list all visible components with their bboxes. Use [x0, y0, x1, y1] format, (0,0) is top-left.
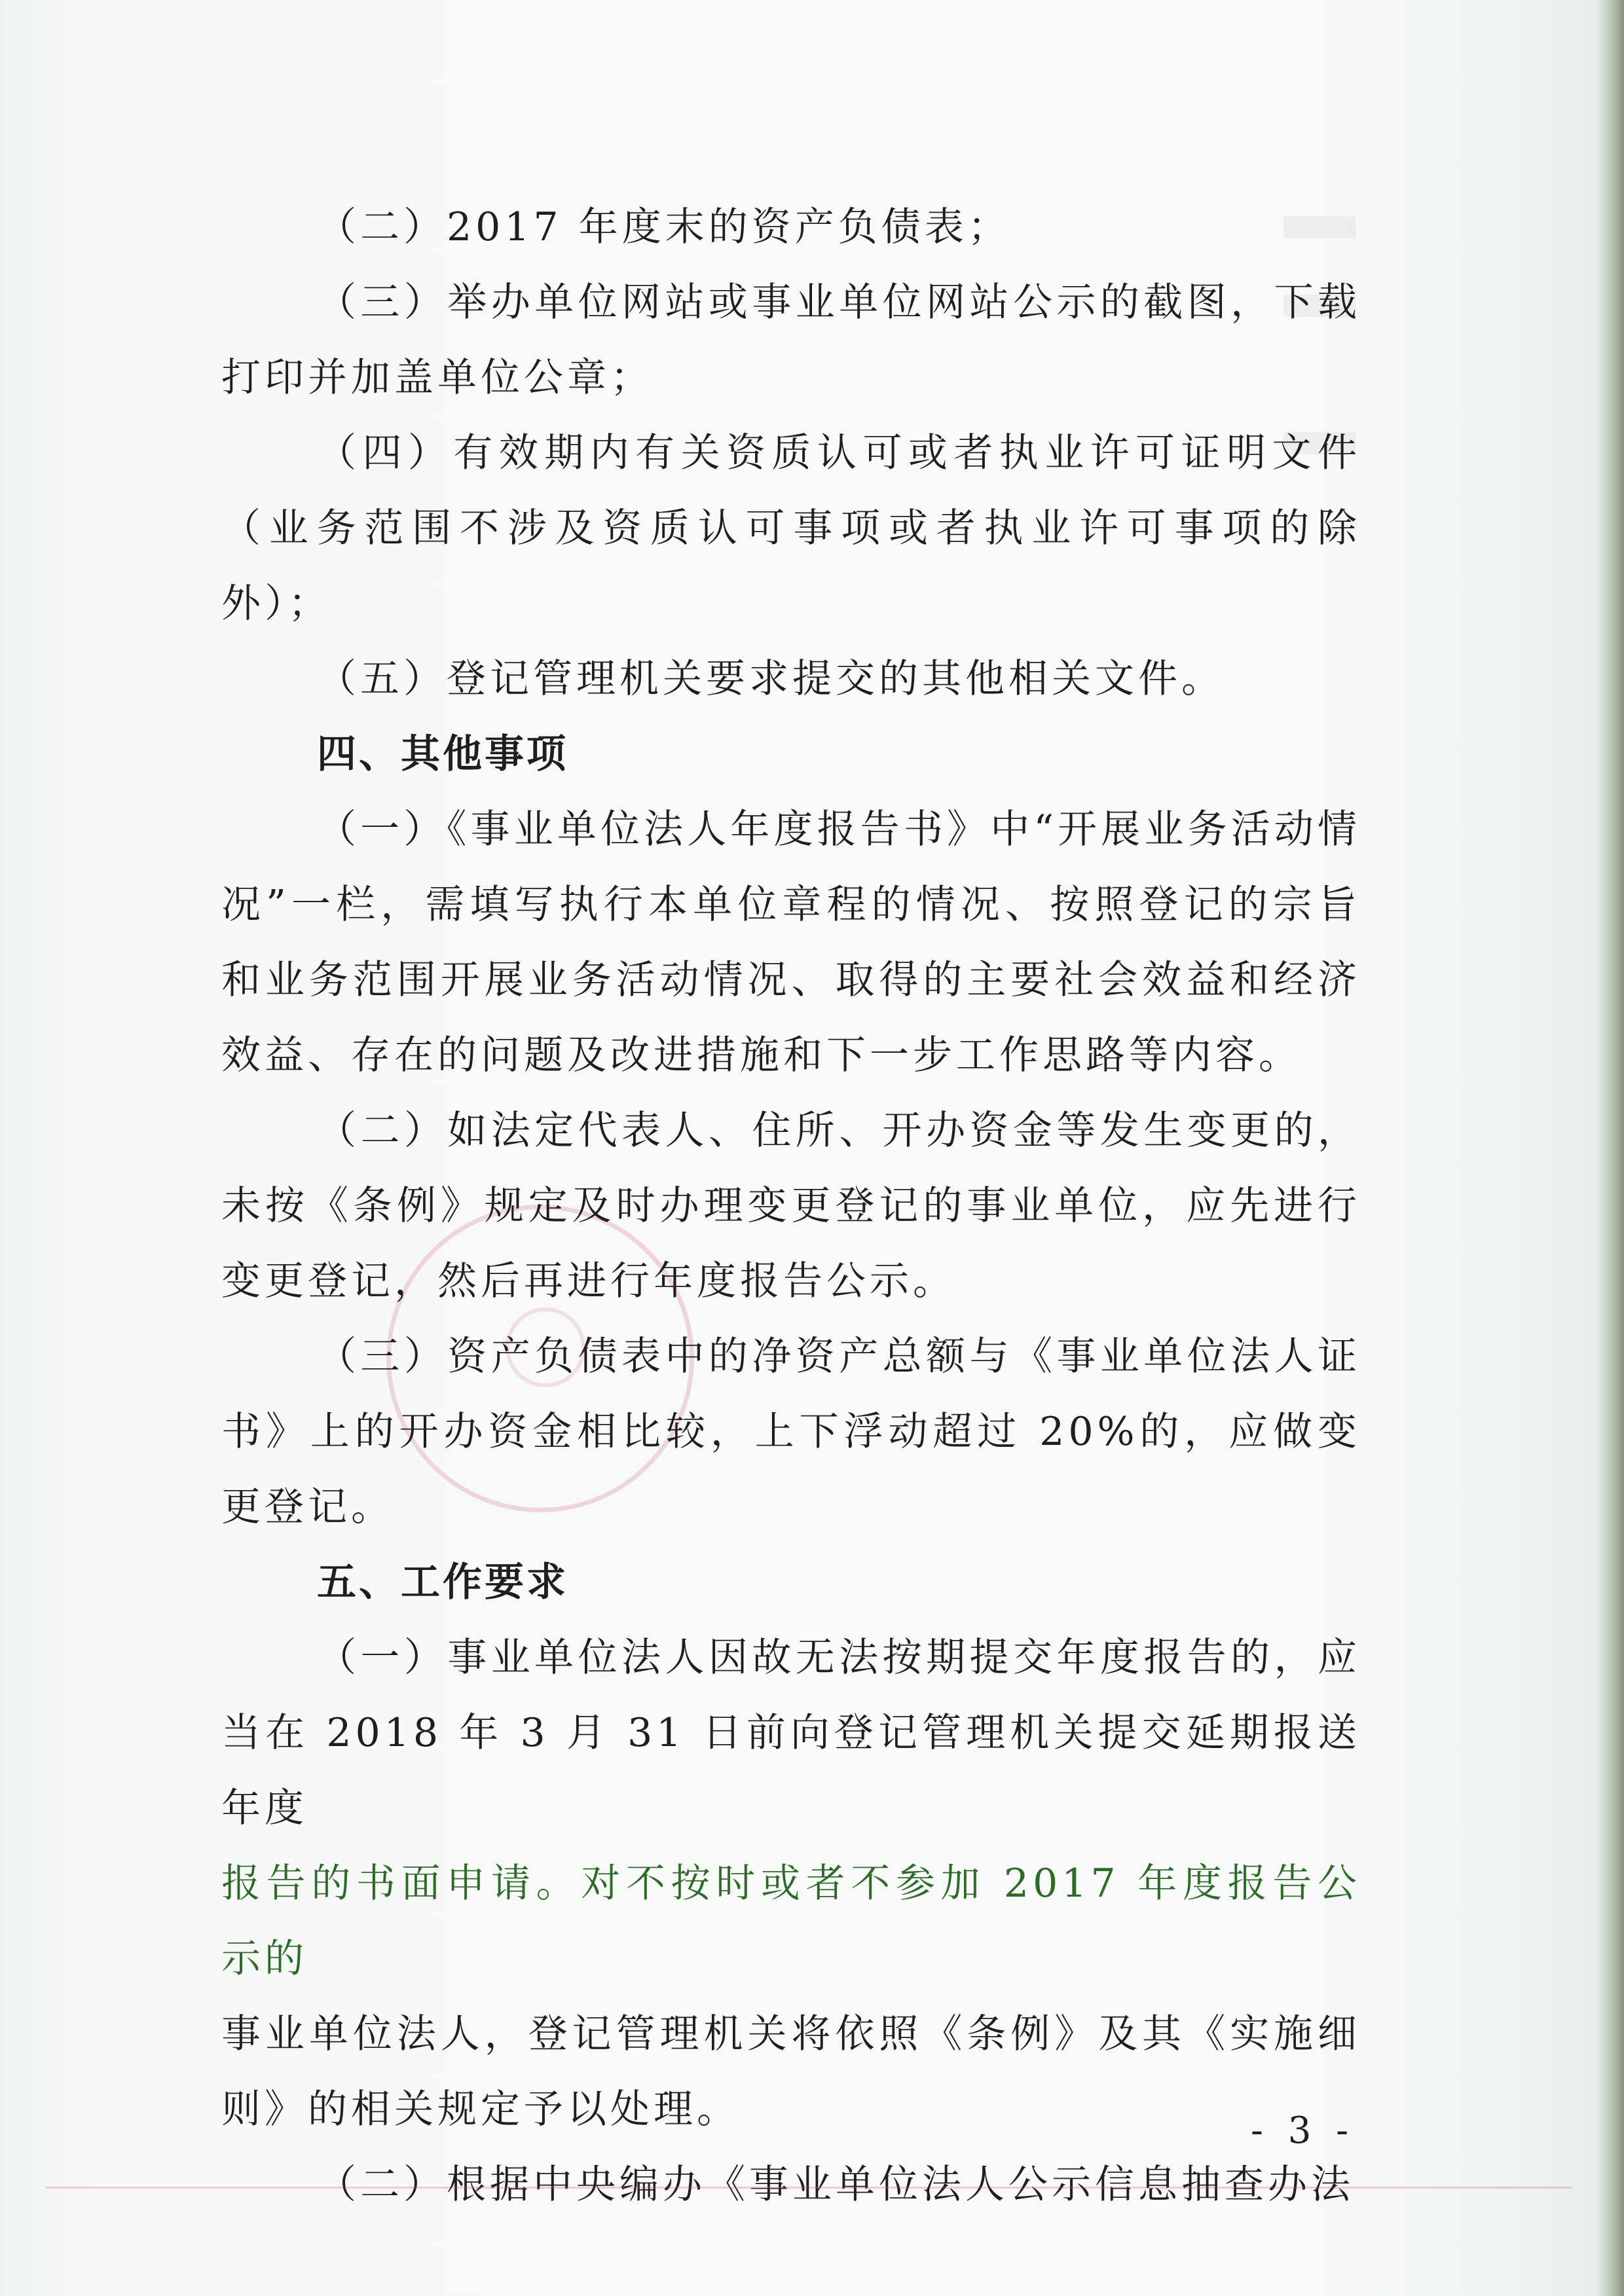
document-body [221, 190, 1361, 2223]
paragraph-requirement-1-part-a: （一）事业单位法人因故无法按期提交年度报告的，应当在 2018 年 3 月 31 日前向登记管理机关提交延期报送年度 [221, 1635, 1361, 1831]
paragraph-requirement-1-part-b: 报告的书面申请。对不按时或者不参加 2017 年度报告公示的 [221, 1861, 1361, 1982]
paragraph-other-2: （二）如法定代表人、住所、开办资金等发生变更的，未按《条例》规定及时办理变更登记的事业单位，应先进行变更登记，然后再进行年度报告公示。 [221, 1108, 1361, 1304]
paragraph-item-5: （五）登记管理机关要求提交的其他相关文件。 [317, 656, 1225, 702]
page-number: - 3 - [1251, 2109, 1356, 2152]
paragraph-item-2: （二）2017 年度末的资产负债表； [317, 204, 1011, 250]
paragraph-other-1: （一）《事业单位法人年度报告书》中“开展业务活动情况”一栏，需填写执行本单位章程的情况、按照登记的宗旨和业务范围开展业务活动情况、取得的主要社会效益和经济效益、存在的问题及改进措施和下一步工作思路等内容。 [221, 807, 1361, 1078]
section-heading-other-matters: 四、其他事项 [317, 731, 568, 777]
paragraph-requirement-1-part-c: 事业单位法人，登记管理机关将依照《条例》及其《实施细则》的相关规定予以处理。 [221, 2011, 1361, 2132]
paragraph-requirement-2: （二）根据中央编办《事业单位法人公示信息抽查办法 [317, 2162, 1354, 2208]
paragraph-item-3: （三）举办单位网站或事业单位网站公示的截图，下载打印并加盖单位公章； [221, 280, 1361, 401]
section-heading-work-requirements: 五、工作要求 [317, 1559, 568, 1605]
paragraph-other-3: （三）资产负债表中的净资产总额与《事业单位法人证书》上的开办资金相比较，上下浮动超过 20%的，应做变更登记。 [221, 1334, 1361, 1530]
scan-edge-shadow [1596, 0, 1624, 2296]
bottom-rule-line [46, 2187, 1572, 2189]
paragraph-item-4: （四）有效期内有关资质认可或者执业许可证明文件（业务范围不涉及资质认可事项或者执业许可事项的除外）； [221, 430, 1361, 627]
